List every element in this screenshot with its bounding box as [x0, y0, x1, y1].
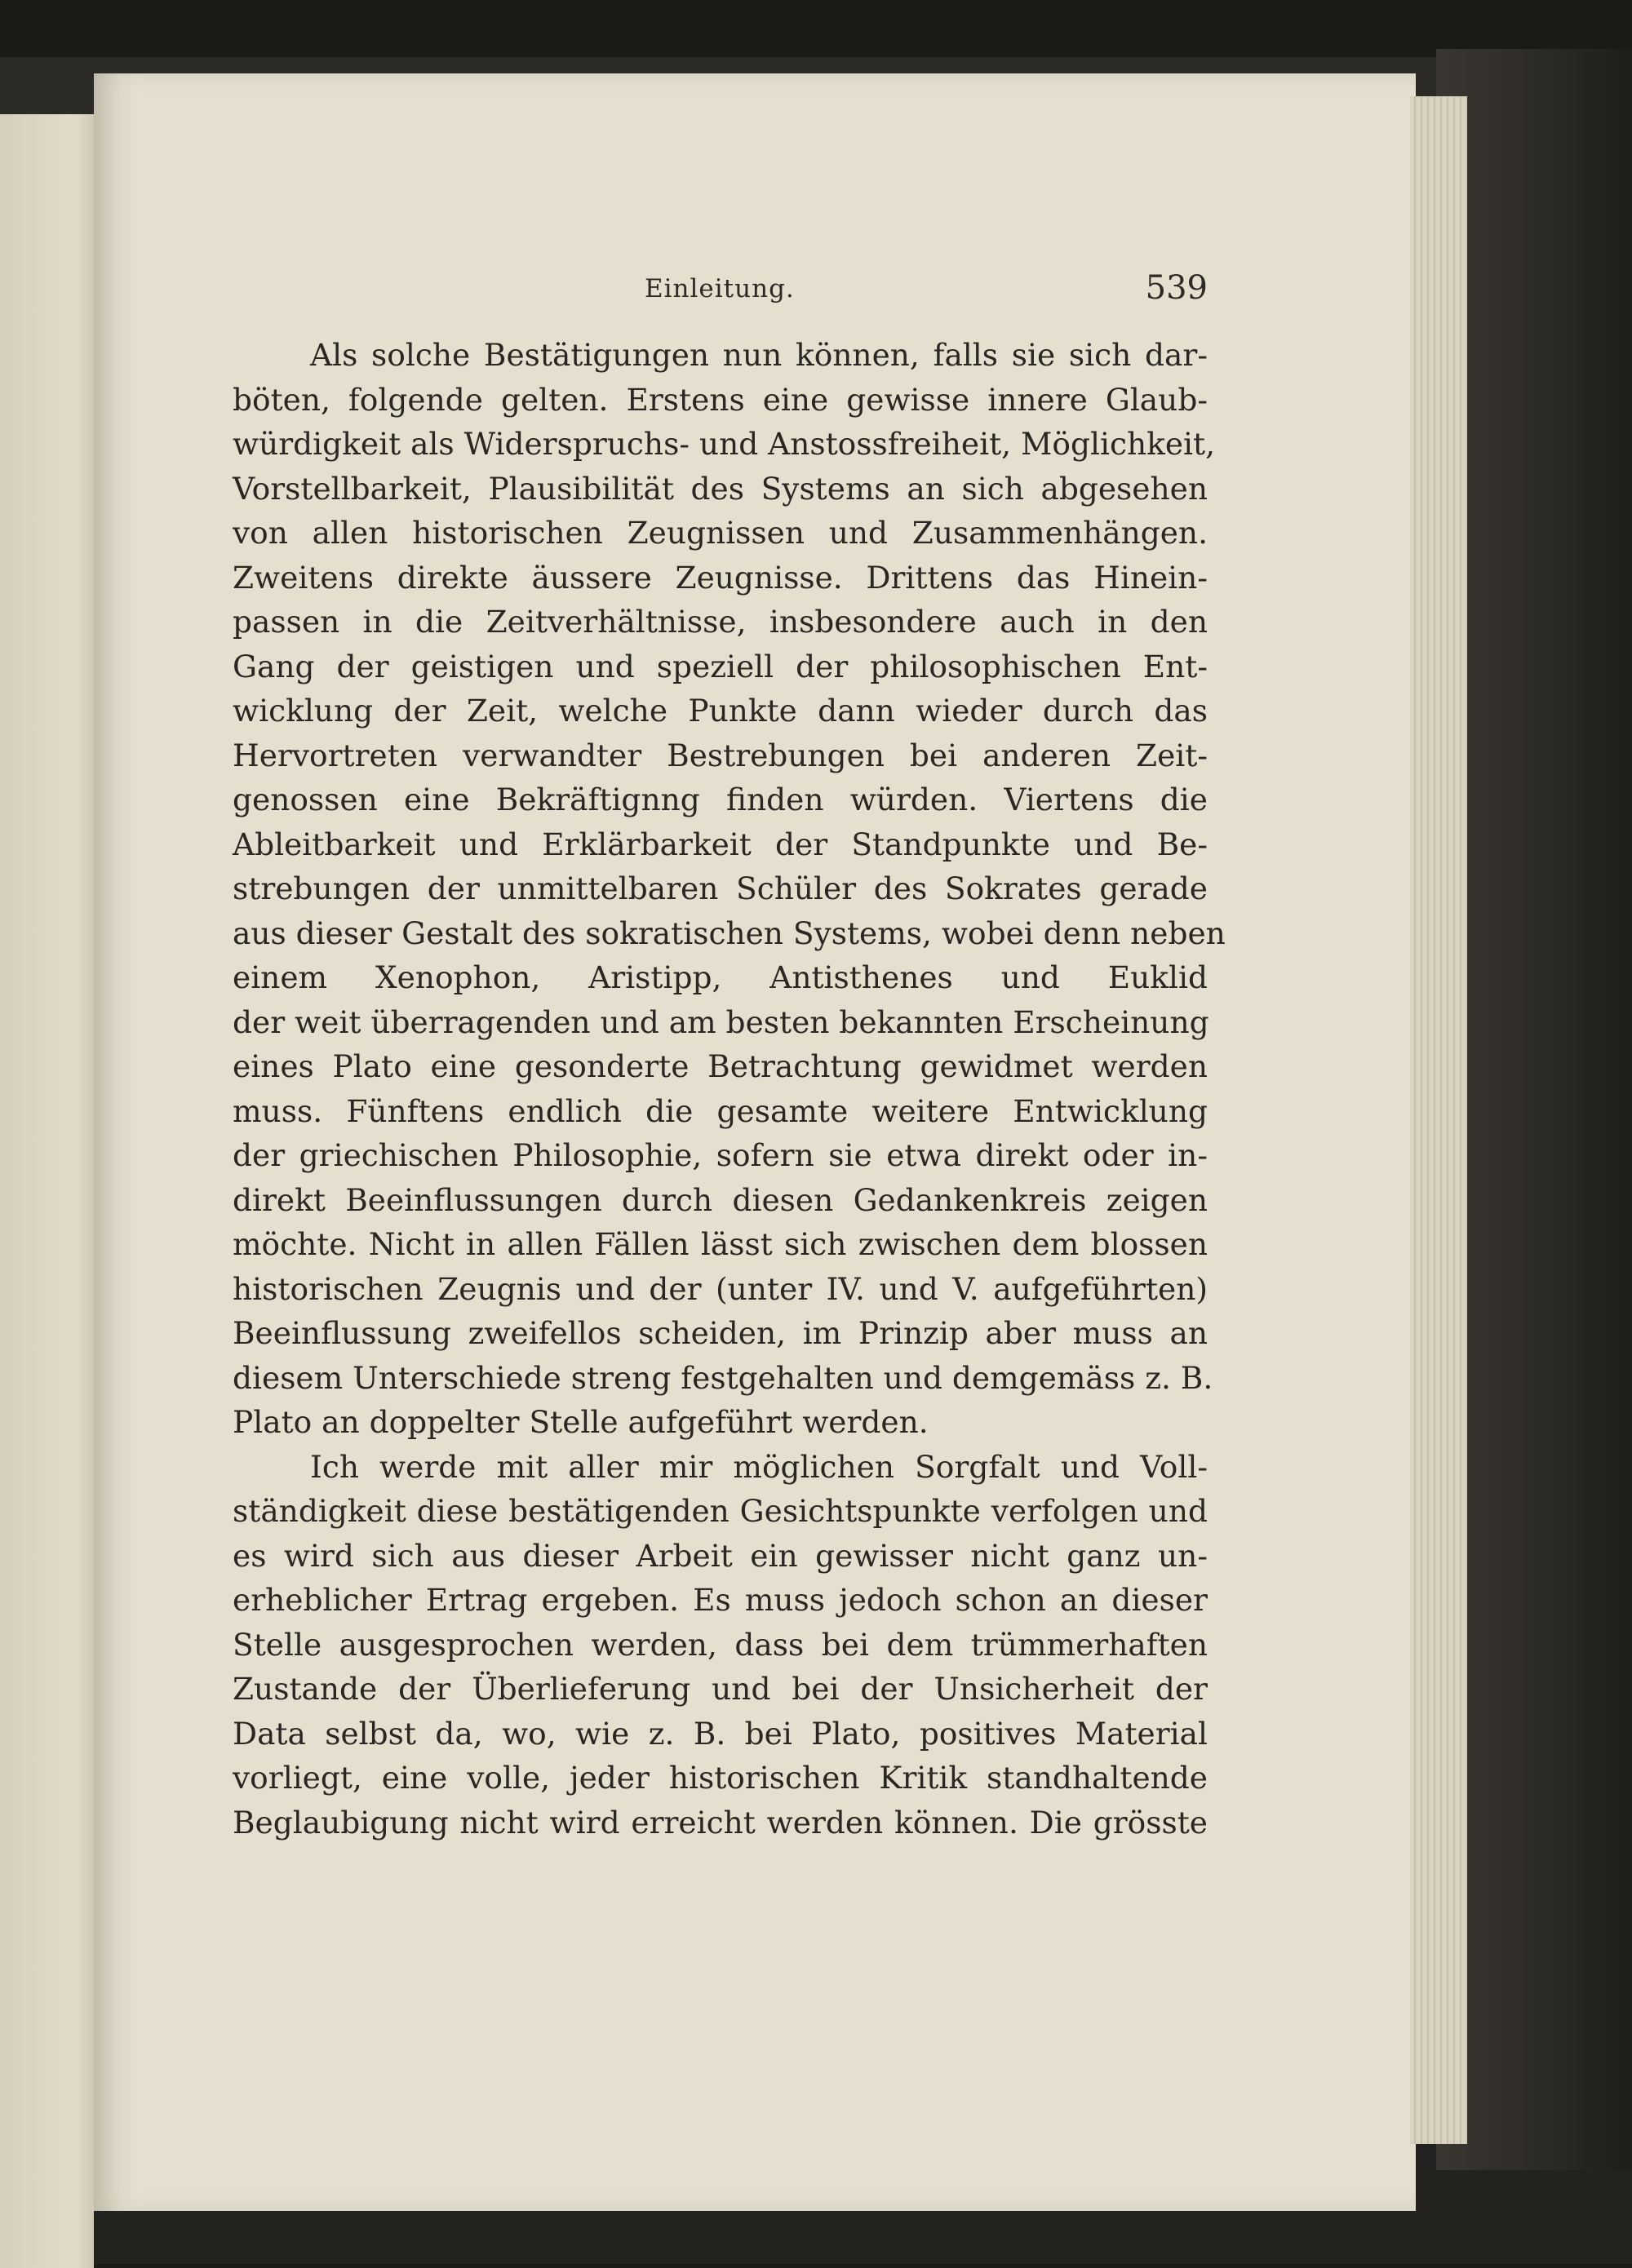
- text-line: eines Plato eine gesonderte Betrachtung gewidmet werden: [233, 1048, 1208, 1084]
- text-line: Ableitbarkeit und Erklärbarkeit der Standpunkte und Be-: [233, 826, 1208, 862]
- text-line: Hervortreten verwandter Bestrebungen bei anderen Zeit-: [233, 737, 1208, 773]
- page-number: 539: [1145, 269, 1208, 307]
- text-line: von allen historischen Zeugnissen und Zusammenhängen.: [233, 515, 1208, 551]
- text-line: der griechischen Philosophie, sofern sie etwa direkt oder in-: [233, 1137, 1208, 1173]
- text-line: diesem Unterschiede streng festgehalten und demgemäss z. B.: [233, 1359, 1213, 1396]
- text-line: Beeinflussung zweifellos scheiden, im Prinzip aber muss an: [233, 1315, 1208, 1351]
- text-line: historischen Zeugnis und der (unter IV. und V. aufgeführten): [233, 1270, 1208, 1307]
- text-line: Ich werde mit aller mir möglichen Sorgfalt und Voll-: [310, 1448, 1208, 1485]
- body-text: [233, 333, 1226, 1845]
- text-line: ständigkeit diese bestätigenden Gesichtspunkte verfolgen und: [233, 1493, 1208, 1529]
- text-line: direkt Beeinflussungen durch diesen Gedankenkreis zeigen: [233, 1181, 1208, 1218]
- text-line: wicklung der Zeit, welche Punkte dann wieder durch das: [233, 693, 1208, 729]
- text-line: Gang der geistigen und speziell der philosophischen Ent-: [233, 648, 1208, 684]
- text-line: vorliegt, eine volle, jeder historischen Kritik standhaltende: [233, 1760, 1208, 1796]
- text-line: genossen eine Bekräftignng finden würden. Viertens die: [233, 782, 1208, 817]
- text-line: möchte. Nicht in allen Fällen lässt sich zwischen dem blossen: [233, 1226, 1208, 1262]
- text-line: Als solche Bestätigungen nun können, falls sie sich dar-: [310, 337, 1208, 373]
- text-line: muss. Fünftens endlich die gesamte weitere Entwicklung: [233, 1092, 1208, 1129]
- text-line: Data selbst da, wo, wie z. B. bei Plato, positives Material: [233, 1715, 1208, 1752]
- text-line: Vorstellbarkeit, Plausibilität des Systems an sich abgesehen: [233, 470, 1208, 507]
- text-line: passen in die Zeitverhältnisse, insbesondere auch in den: [233, 604, 1208, 640]
- text-line: Zweitens direkte äussere Zeugnisse. Drittens das Hinein-: [233, 559, 1208, 596]
- page-header: [233, 269, 1208, 310]
- paragraph-1: [233, 333, 1226, 1445]
- text-line: Stelle ausgesprochen werden, dass bei dem trümmerhaften: [233, 1626, 1208, 1663]
- text-line: strebungen der unmittelbaren Schüler des Sokrates gerade: [233, 870, 1208, 906]
- text-line: einem Xenophon, Aristipp, Antisthenes und Euklid: [233, 959, 1208, 995]
- text-line: der weit überragenden und am besten bekannten Erscheinung: [233, 1003, 1209, 1040]
- page-stack-edges: [1410, 96, 1467, 2144]
- text-line: aus dieser Gestalt des sokratischen Systems, wobei denn neben: [233, 915, 1226, 951]
- paragraph-2: [233, 1445, 1208, 1845]
- text-line: böten, folgende gelten. Erstens eine gewisse innere Glaub-: [233, 381, 1208, 418]
- running-head: Einleitung.: [645, 274, 795, 303]
- facing-page-edge: [0, 114, 94, 2268]
- text-line: erheblicher Ertrag ergeben. Es muss jedoch schon an dieser: [233, 1582, 1208, 1618]
- text-line: Beglaubigung nicht wird erreicht werden können. Die grösste: [233, 1804, 1208, 1841]
- text-line: es wird sich aus dieser Arbeit ein gewisser nicht ganz un-: [233, 1537, 1208, 1574]
- text-line: Zustande der Überlieferung und bei der Unsicherheit der: [233, 1671, 1208, 1707]
- text-line: Plato an doppelter Stelle aufgeführt werden.: [233, 1404, 929, 1440]
- text-line: würdigkeit als Widerspruchs- und Anstossfreiheit, Möglichkeit,: [233, 426, 1216, 462]
